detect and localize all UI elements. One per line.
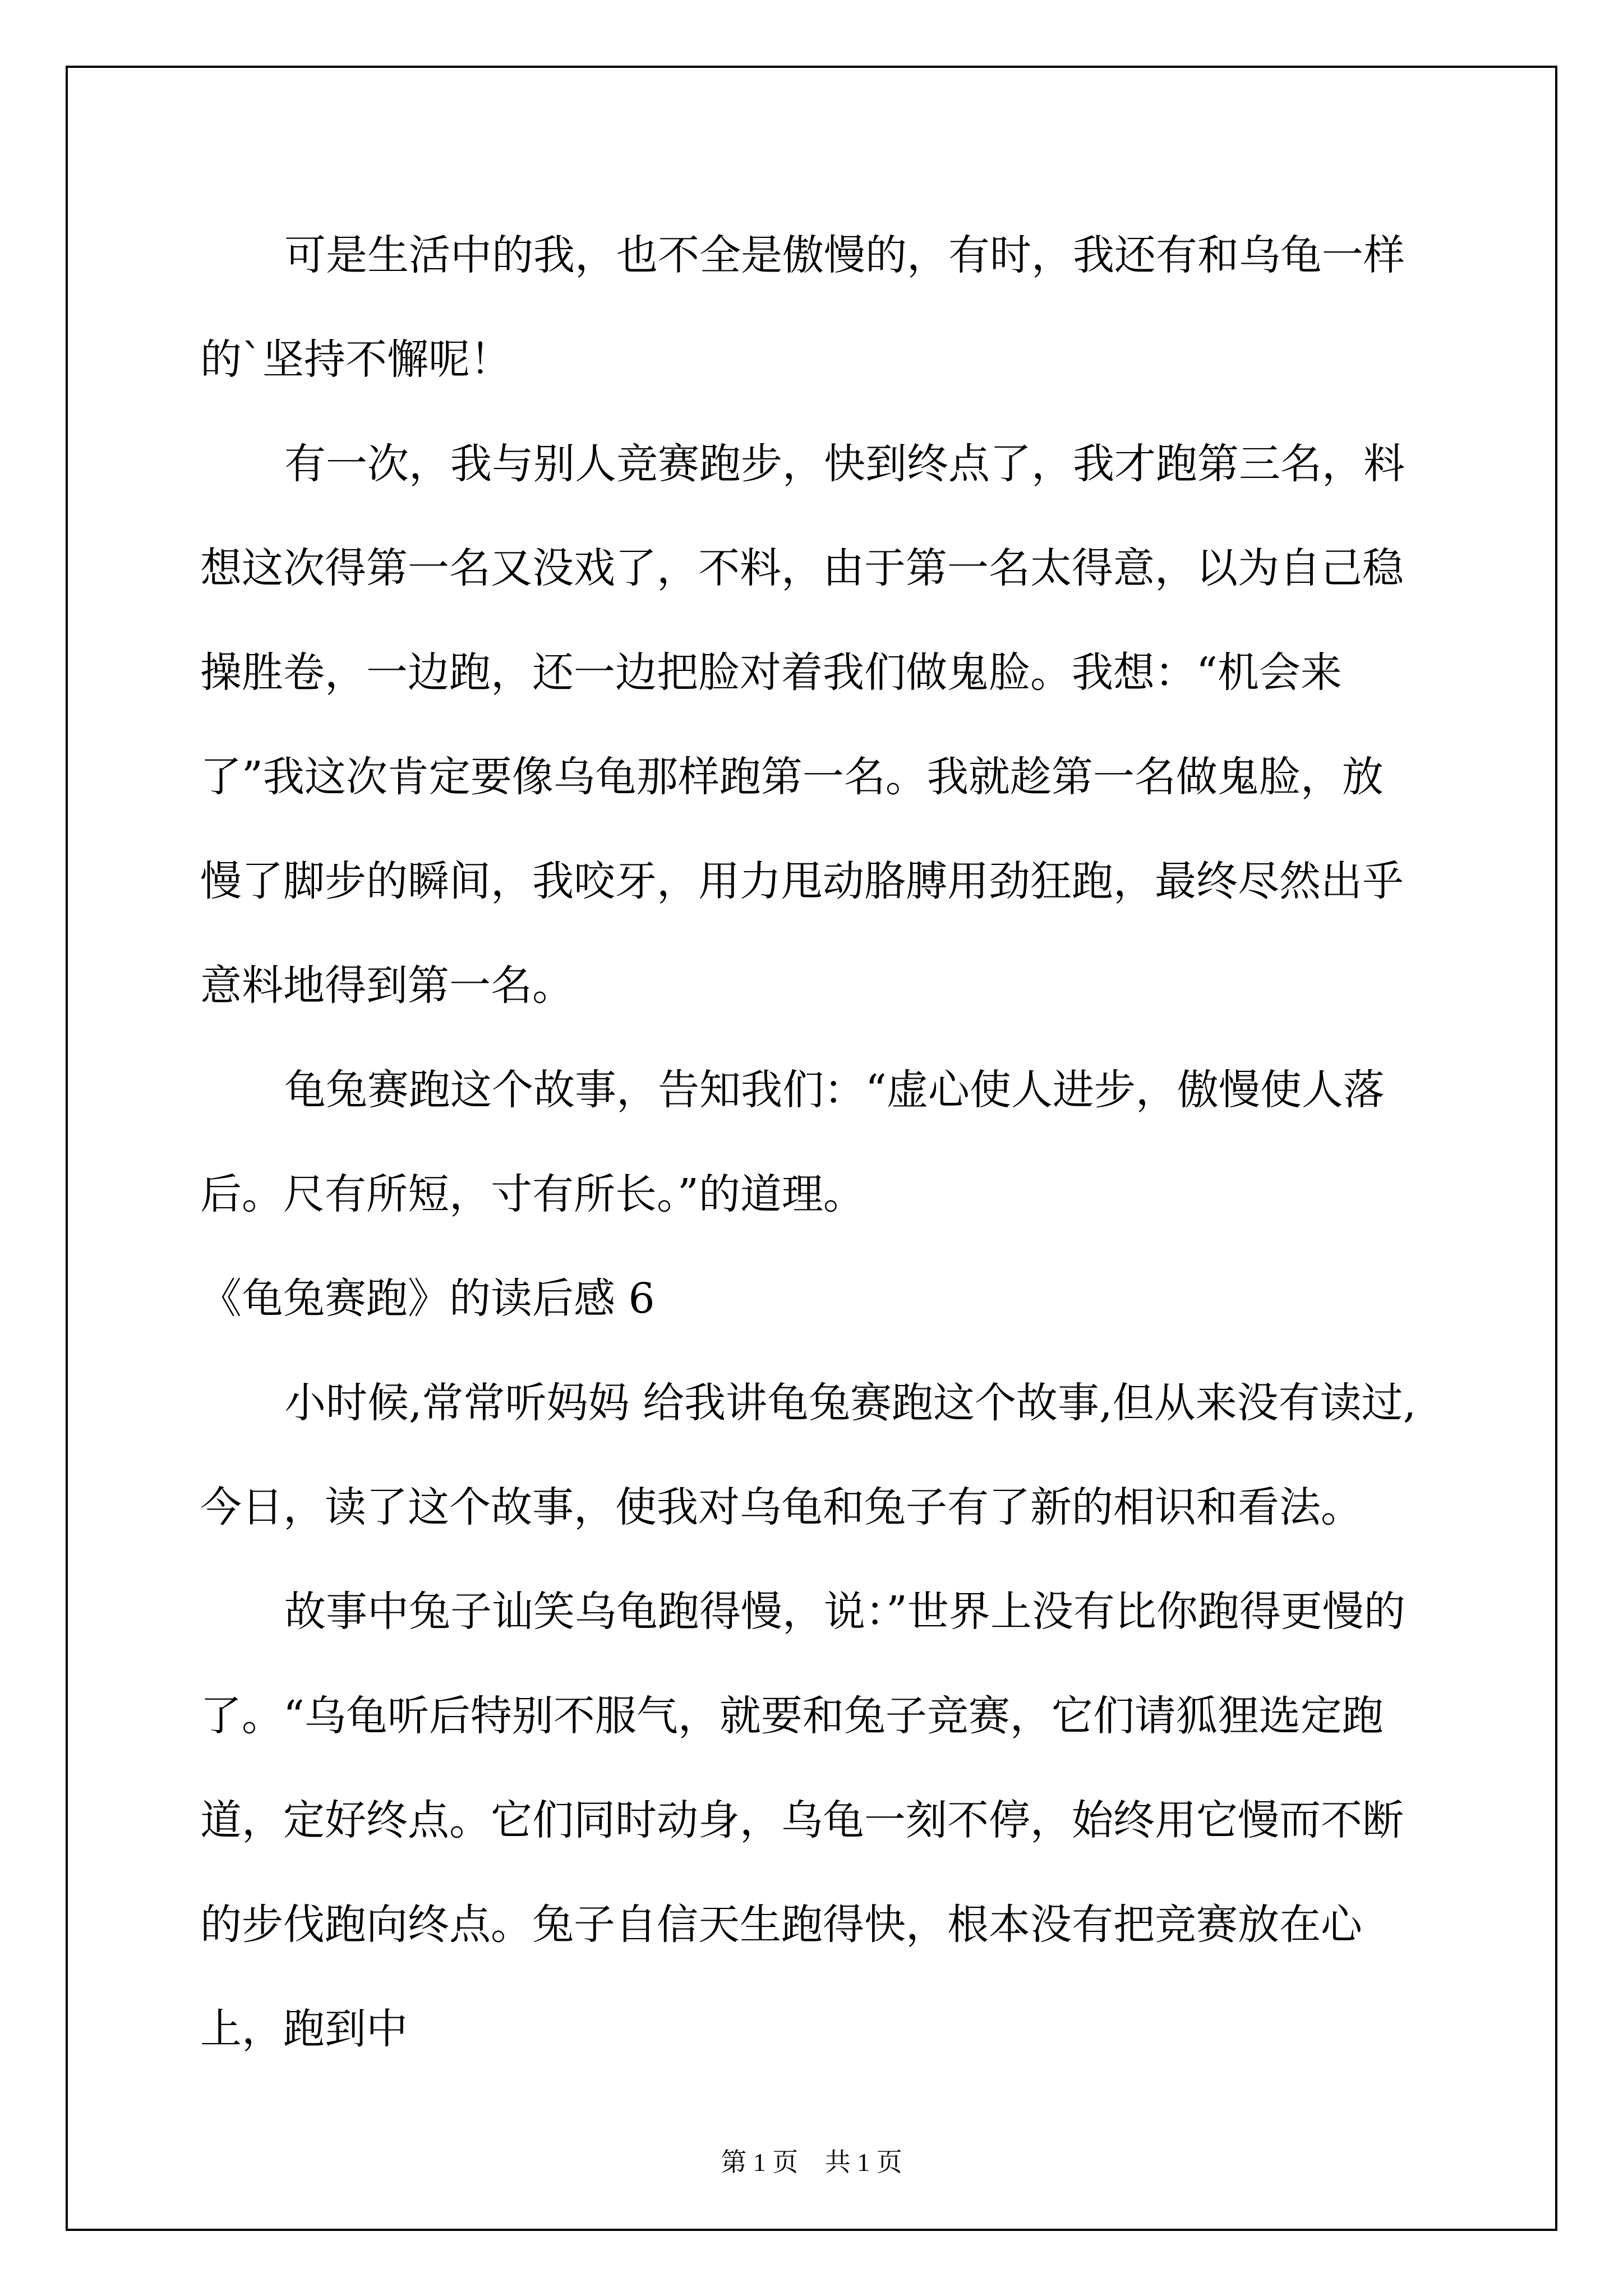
section-heading: 《龟兔赛跑》的读后感 6: [200, 1274, 655, 1323]
paragraph-3: 龟兔赛跑这个故事，告知我们：“虚心使人进步，傲慢使人落后。尺有所短，寸有所长。”的道理。: [200, 1066, 1385, 1218]
paragraph-4: 小时候,常常听妈妈 给我讲龟兔赛跑这个故事,但从来没有读过,今日，读了这个故事，使我对乌龟和兔子有了新的相识和看法。: [200, 1379, 1417, 1531]
document-body: [200, 203, 1423, 2081]
page-footer: [0, 2142, 1623, 2179]
paragraph-5: 故事中兔子讪笑乌龟跑得慢，说：”世界上没有比你跑得更慢的了。“乌龟听后特别不服气，就要和兔子竞赛，它们请狐狸选定跑道，定好终点。它们同时动身，乌龟一刻不停，始终用它慢而不断的步伐跑向终点。兔子自信天生跑得快，根本没有把竞赛放在心上，跑到中: [200, 1588, 1405, 2053]
page-number: 第 1 页: [721, 2148, 799, 2177]
page-total: 共 1 页: [824, 2148, 902, 2177]
paragraph-1: 可是生活中的我，也不全是傲慢的，有时，我还有和乌龟一样的`坚持不懈呢！: [200, 231, 1405, 384]
paragraph-2: 有一次，我与别人竞赛跑步，快到终点了，我才跑第三名，料想这次得第一名又没戏了，不料，由于第一名太得意，以为自己稳操胜卷，一边跑，还一边把脸对着我们做鬼脸。我想：“机会来了”我这次肯定要像乌龟那样跑第一名。我就趁第一名做鬼脸，放慢了脚步的瞬间，我咬牙，用力甩动胳膊用劲狂跑，最终尽然出乎意料地得到第一名。: [200, 440, 1405, 1010]
